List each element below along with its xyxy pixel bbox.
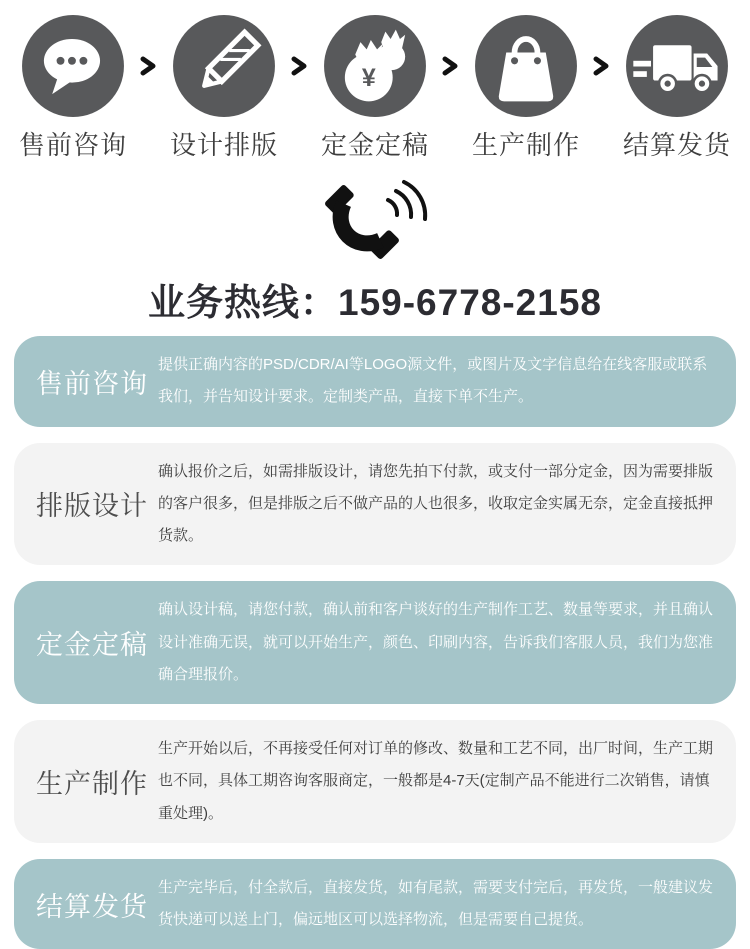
section-deposit-final: [14, 581, 736, 704]
process-step-production: [471, 14, 581, 162]
process-step-consult: [18, 14, 128, 162]
section-title: 排版设计: [36, 491, 148, 522]
section-settlement-shipping: [14, 859, 736, 949]
phone-icon: [0, 170, 750, 270]
arrow-right-icon: [442, 14, 459, 118]
money-bag-icon: [323, 14, 427, 118]
section-title: 定金定稿: [36, 630, 148, 661]
shopping-bag-icon: [474, 14, 578, 118]
step-label: 售前咨询: [18, 130, 127, 160]
info-sections: [0, 336, 750, 949]
arrow-right-icon: [593, 14, 610, 118]
step-label: 设计排版: [169, 130, 278, 160]
svg-text:¥: ¥: [361, 63, 376, 92]
section-body: 生产完毕后，付全款后，直接发货，如有尾款，需要支付完后，再发货，一般建议发货快递可以送上门，偏远地区可以选择物流，但是需要自己提货。: [158, 878, 714, 928]
process-step-shipping: [622, 14, 732, 162]
step-label: 结算发货: [622, 130, 731, 160]
section-title: 结算发货: [36, 891, 148, 922]
pencil-icon: [172, 14, 276, 118]
section-body: 确认设计稿，请您付款，确认前和客户谈好的生产制作工艺、数量等要求，并且确认设计准确无误，就可以开始生产，颜色、印刷内容，告诉我们客服人员，我们为您准确合理报价。: [158, 601, 714, 683]
step-label: 生产制作: [471, 130, 580, 160]
arrow-right-icon: [291, 14, 308, 118]
truck-icon: [625, 14, 729, 118]
step-label: 定金定稿: [320, 130, 429, 160]
section-body: 提供正确内容的PSD/CDR/AI等LOGO源文件，或图片及文字信息给在线客服或联系我们，并告知设计要求。定制类产品，直接下单不生产。: [158, 356, 708, 406]
section-title: 生产制作: [36, 768, 148, 799]
process-flow: [0, 0, 750, 162]
hotline-number: 159-6778-2158: [338, 282, 602, 323]
process-step-design: [169, 14, 279, 162]
section-production: [14, 720, 736, 843]
section-title: 售前咨询: [36, 368, 148, 399]
section-presale-consult: [14, 336, 736, 427]
section-body: 生产开始以后，不再接受任何对订单的修改、数量和工艺不同，出厂时间，生产工期也不同，具体工期咨询客服商定，一般都是4-7天(定制产品不能进行二次销售，请慎重处理)。: [158, 740, 714, 822]
chat-icon: [21, 14, 125, 118]
section-body: 确认报价之后，如需排版设计，请您先拍下付款，或支付一部分定金，因为需要排版的客户很多，但是排版之后不做产品的人也很多，收取定金实属无奈，定金直接抵押货款。: [158, 462, 714, 544]
hotline-label: 业务热线：: [148, 282, 338, 323]
hotline: [0, 272, 750, 326]
section-layout-design: [14, 443, 736, 566]
process-step-deposit: [320, 14, 430, 162]
arrow-right-icon: [140, 14, 157, 118]
